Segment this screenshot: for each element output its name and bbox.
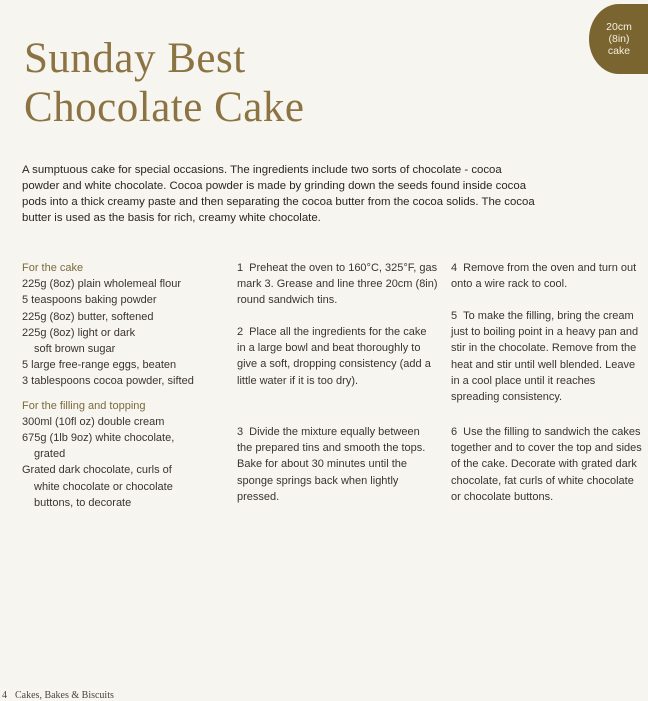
book-section-label: Cakes, Bakes & Biscuits: [15, 690, 114, 701]
ingredient-item: soft brown sugar: [34, 343, 116, 356]
intro-paragraph: A sumptuous cake for special occasions. The ingredients include two sorts of chocolate - cocoa powder and white chocolate. Cocoa powder is made by grinding down the seeds found inside cocoa pods into a thick creamy paste and then separating the cocoa butter from the cocoa solids. The cocoa butter is used as the basis for rich, creamy white chocolate.: [22, 164, 535, 224]
ingredient-item: grated: [34, 448, 66, 461]
ingredient-item: 5 teaspoons baking powder: [22, 294, 157, 307]
step-number: 2: [237, 326, 244, 338]
badge-line-2: (8in): [608, 33, 630, 45]
step-number: 5: [451, 310, 458, 322]
method-step-1: [237, 260, 442, 309]
step-number: 6: [451, 426, 458, 438]
method-step-4: [451, 260, 641, 292]
method-step-3: [237, 424, 432, 505]
method-step-2: [237, 324, 432, 389]
ingredient-item: 225g (8oz) light or dark: [22, 326, 136, 339]
filling-ingredients-heading: For the filling and topping: [22, 399, 146, 412]
page-number: 4: [2, 690, 7, 701]
step-text: Use the filling to sandwich the cakes together and to cover the top and sides of the cake. Decorate with grated dark chocolate, fat curls of white chocolate or chocolate buttons.: [451, 426, 642, 503]
ingredient-item: Grated dark chocolate, curls of: [22, 464, 172, 477]
badge-line-3: cake: [607, 45, 631, 57]
method-step-5: [451, 308, 646, 405]
step-number: 3: [237, 426, 244, 438]
ingredient-item: 225g (8oz) plain wholemeal flour: [22, 278, 181, 291]
step-text: Divide the mixture equally between the prepared tins and smooth the tops. Bake for about 30 minutes until the sponge springs back when lightly pressed.: [237, 426, 426, 503]
ingredients-column: [22, 260, 222, 511]
ingredient-item: 3 tablespoons cocoa powder, sifted: [22, 375, 194, 388]
step-text: Place all the ingredients for the cake in a large bowl and beat thoroughly to give a soft, dropping consistency (add a little water if it is too dry).: [237, 326, 431, 387]
ingredient-item: 300ml (10fl oz) double cream: [22, 415, 165, 428]
step-text: Preheat the oven to 160°C, 325°F, gas mark 3. Grease and line three 20cm (8in) round sandwich tins.: [237, 262, 438, 307]
step-number: 1: [237, 262, 244, 274]
section-spacer: [22, 390, 222, 398]
method-step-6: [451, 424, 646, 505]
cake-size-badge: [589, 4, 648, 74]
page-footer: [2, 690, 114, 701]
ingredient-item: 675g (1lb 9oz) white chocolate,: [22, 432, 175, 445]
title-line-1: Sunday Best: [24, 35, 246, 82]
cake-ingredients-heading: For the cake: [22, 262, 84, 274]
step-number: 4: [451, 262, 458, 274]
ingredient-item: 225g (8oz) butter, softened: [22, 310, 154, 323]
recipe-title: [24, 34, 304, 132]
badge-line-1: 20cm: [606, 21, 632, 33]
title-line-2: Chocolate Cake: [24, 84, 305, 131]
ingredient-item: white chocolate or chocolate: [34, 480, 173, 493]
step-text: Remove from the oven and turn out onto a wire rack to cool.: [451, 262, 637, 291]
ingredient-item: buttons, to decorate: [34, 496, 132, 509]
ingredient-item: 5 large free-range eggs, beaten: [22, 359, 177, 372]
step-text: To make the filling, bring the cream just to boiling point in a heavy pan and stir in the chocolate. Remove from the heat and stir until well blended. Leave in a cool place until it reaches spreading consistency.: [451, 310, 639, 404]
